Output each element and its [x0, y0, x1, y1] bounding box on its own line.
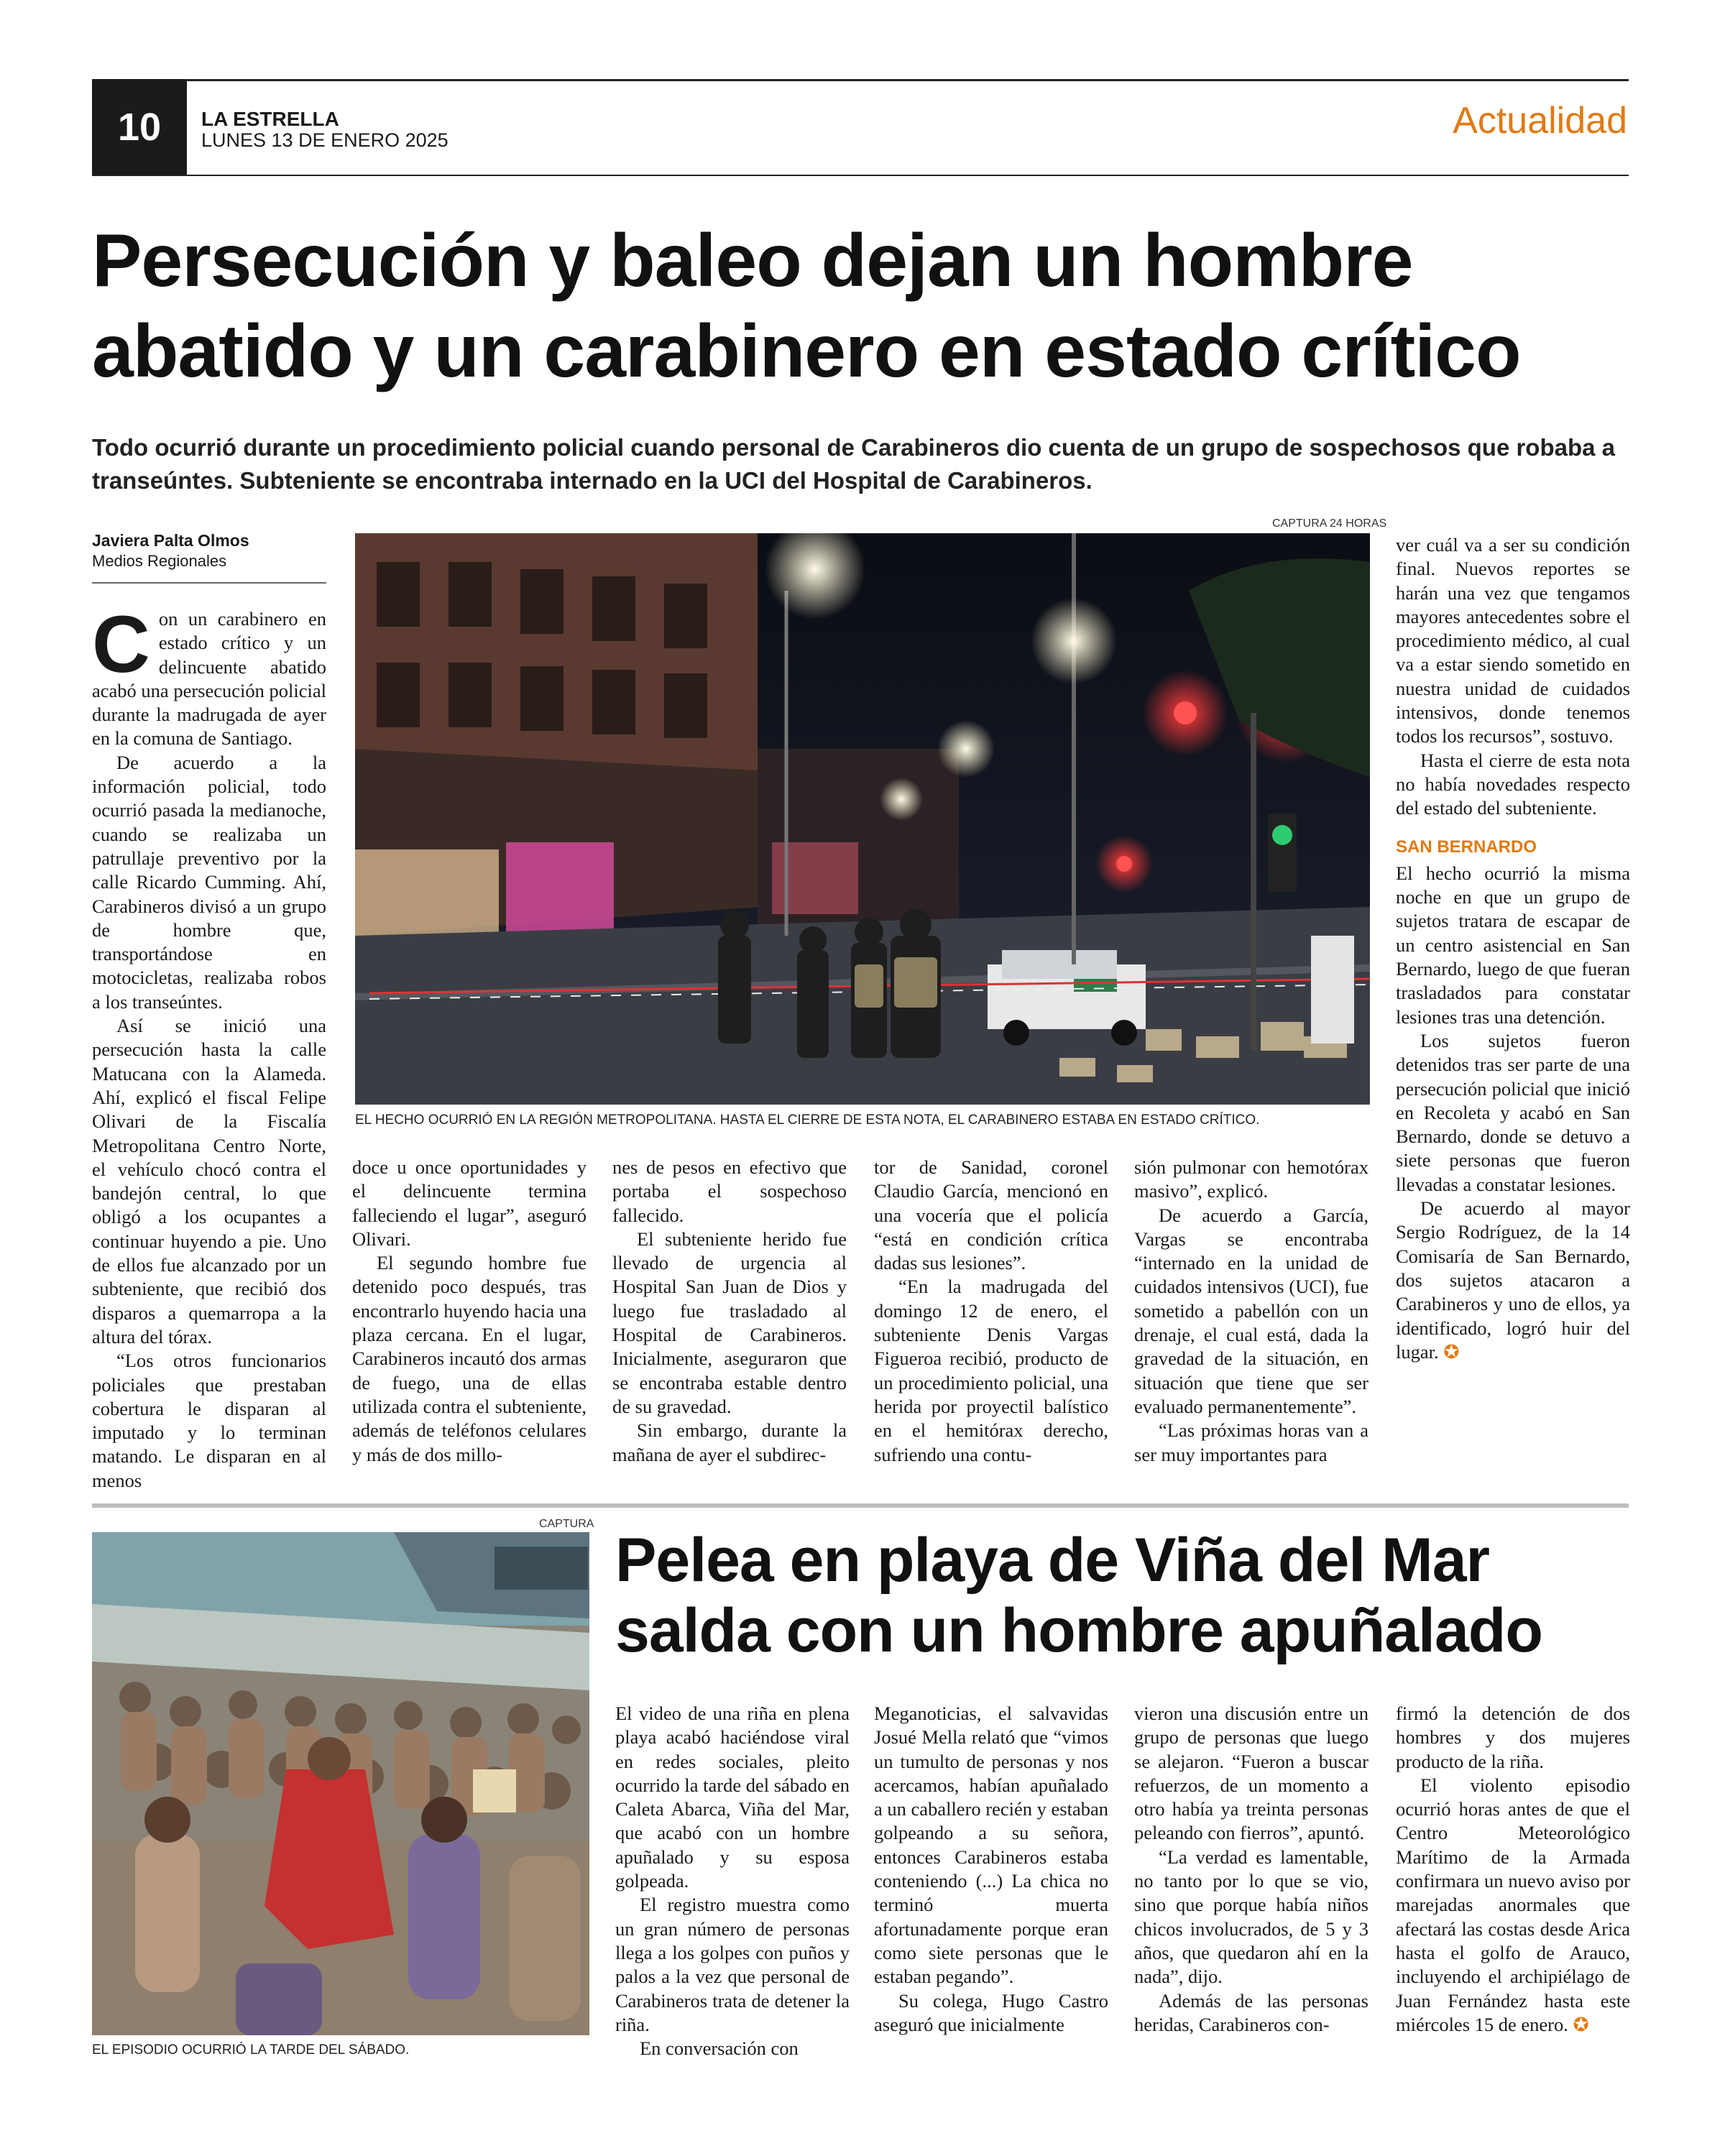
paragraph: sión pulmonar con hemotórax masivo”, explicó.: [1134, 1156, 1368, 1202]
article2-column-2: [874, 1702, 1108, 2037]
drop-cap: C: [92, 599, 150, 689]
subheading: SAN BERNARDO: [1396, 837, 1537, 857]
page-number: 10: [92, 79, 187, 175]
author-outlet: Medios Regionales: [92, 552, 227, 570]
byline-rule: [92, 582, 326, 584]
photo-credit: CAPTURA 24 HORAS: [1272, 517, 1387, 530]
paragraph: De acuerdo a García, Vargas se encontraba “internado en la unidad de cuidados intensivos (UCI), fue sometido a pabellón con un drenaje, el cual está, dada la gravedad de la situación, en situación que tiene que ser evaluado permanentemente”.: [1134, 1204, 1368, 1417]
paragraph: nes de pesos en efectivo que portaba el sospechoso fallecido.: [612, 1156, 847, 1226]
article1-column-5: [1134, 1156, 1368, 1467]
beach-photo: [92, 1532, 589, 2035]
paragraph: Su colega, Hugo Castro aseguró que inicialmente: [874, 1989, 1108, 2035]
section-divider: [92, 1503, 1629, 1508]
byline: [92, 530, 249, 571]
paragraph: El violento episodio ocurrió horas antes de que el Centro Meteorológico Marítimo de la Armada confirmara un nuevo aviso por marejadas anormales que afectará las costas desde Arica hasta el golfo de Arauco, incluyendo el archipiélago de Juan Fernández hasta este miércoles 15 de enero.: [1396, 1774, 1630, 2035]
article1-column-4: [874, 1156, 1108, 1467]
photo-caption: EL HECHO OCURRIÓ EN LA REGIÓN METROPOLITANA. HASTA EL CIERRE DE ESTA NOTA, EL CARABINERO ESTABA EN ESTADO CRÍTICO.: [355, 1112, 1260, 1128]
paragraph: El video de una riña en plena playa acabó haciéndose viral en redes sociales, pleito ocurrido la tarde del sábado en Caleta Abarca, Viña del Mar, que acabó con un hombre apuñalado y su esposa golpeada.: [615, 1703, 850, 1892]
paragraph: De acuerdo a la información policial, todo ocurrió pasada la medianoche, cuando se realizaba un patrullaje preventivo por la calle Ricardo Cumming. Ahí, Carabineros divisó a un grupo de hombre que, transportándose en motocicletas, realizaba robos a los transeúntes.: [92, 751, 326, 1013]
article1-column-6: [1396, 533, 1630, 1364]
paragraph: “La verdad es lamentable, no tanto por lo que se vio, sino que porque había niños chicos involucrados, de 5 y 3 años, que quedaron ahí en la nada”, dijo.: [1134, 1846, 1368, 1988]
headline-2: Pelea en playa de Viña del Mar salda con un hombre apuñalado: [615, 1526, 1542, 1665]
top-rule: [92, 79, 1629, 81]
headline: Persecución y baleo dejan un hombre abatido y un carabinero en estado crítico: [92, 219, 1521, 393]
photo-caption-2: EL EPISODIO OCURRIÓ LA TARDE DEL SÁBADO.: [92, 2042, 410, 2058]
article2-column-3: [1134, 1702, 1368, 2037]
paragraph: Hasta el cierre de esta nota no había novedades respecto del estado del subteniente.: [1396, 749, 1630, 819]
lead-paragraph: Todo ocurrió durante un procedimiento policial cuando personal de Carabineros dio cuenta de un grupo de sospechosos que robaba a transeúntes. Subteniente se encontraba internado en la UCI del Hospital de Carabineros.: [92, 434, 1616, 494]
paragraph: El segundo hombre fue detenido poco después, tras encontrarlo huyendo hacia una plaza cercana. En el lugar, Carabineros incautó dos armas de fuego, una de ellas utilizada contra el subteniente, además de teléfonos celulares y más de dos millo-: [352, 1252, 586, 1465]
paragraph: Los sujetos fueron detenidos tras ser parte de una persecución policial que inició en Recoleta y acabó en San Bernardo, donde se detuvo a siete personas que fueron llevadas a constatar lesiones.: [1396, 1029, 1630, 1195]
paragraph: firmó la detención de dos hombres y dos mujeres producto de la riña.: [1396, 1703, 1630, 1772]
paragraph: “Las próximas horas van a ser muy importantes para: [1134, 1419, 1368, 1465]
article2-column-1: [615, 1702, 850, 2060]
article1-column-1: [92, 599, 326, 1493]
paragraph: El hecho ocurrió la misma noche en que un grupo de sujetos tratara de escapar de un centro asistencial en San Bernardo, luego de que fueran trasladados para constatar lesiones tras una detención.: [1396, 862, 1630, 1028]
article2-column-4: [1396, 1702, 1630, 2037]
end-mark-icon: ✪: [1573, 2013, 1589, 2035]
article1-column-3: [612, 1156, 847, 1467]
street-scene-illustration: [355, 533, 1370, 1105]
author-name: Javiera Palta Olmos: [92, 531, 249, 550]
paragraph: El registro muestra como un gran número de personas llega a los golpes con puños y palos a la vez que personal de Carabineros trata de detener la riña.: [615, 1894, 850, 2035]
night-street-photo: [355, 533, 1370, 1105]
article1-column-2: [352, 1156, 586, 1467]
paragraph: tor de Sanidad, coronel Claudio García, mencionó en una vocería que el policía “está en condición crítica dadas sus lesiones”.: [874, 1156, 1108, 1274]
paragraph: Además de las personas heridas, Carabineros con-: [1134, 1989, 1368, 2035]
paragraph: “En la madrugada del domingo 12 de enero, el subteniente Denis Vargas Figueroa recibió, producto de un procedimiento policial, una herida por proyectil balístico en el hemitórax derecho, sufriendo una contu-: [874, 1276, 1108, 1465]
paragraph: “Los otros funcionarios policiales que prestaban cobertura le disparan al imputado y lo terminan matando. Le disparan en al menos: [92, 1350, 326, 1491]
end-mark-icon: ✪: [1443, 1340, 1460, 1363]
paragraph: De acuerdo al mayor Sergio Rodríguez, de la 14 Comisaría de San Bernardo, dos sujetos atacaron a Carabineros y uno de ellos, ya identificado, logró huir del lugar.: [1396, 1197, 1630, 1363]
beach-scene-illustration: [92, 1532, 589, 2035]
section-label: Actualidad: [1453, 100, 1627, 142]
paragraph: Meganoticias, el salvavidas Josué Mella relató que “vimos un tumulto de personas y nos acercamos, habían apuñalado a un caballero recién y estaban golpeando a su señora, entonces Carabineros estaba conteniendo (...) La chica no terminó muerta afortunadamente porque eran como siete personas que le estaban pegando”.: [874, 1703, 1108, 1988]
paragraph: vieron una discusión entre un grupo de personas que luego se alejaron. “Fueron a buscar refuerzos, de un momento a otro había ya treinta personas peleando con fierros”, apuntó.: [1134, 1703, 1368, 1844]
paper-name: LA ESTRELLA: [201, 108, 339, 130]
photo-credit-2: CAPTURA: [539, 1518, 594, 1530]
paragraph: El subteniente herido fue llevado de urgencia al Hospital San Juan de Dios y luego fue trasladado al Hospital de Carabineros. Inicialmente, aseguraron que se encontraba estable dentro de su gravedad.: [612, 1227, 847, 1417]
paragraph: Sin embargo, durante la mañana de ayer el subdirec-: [612, 1419, 847, 1465]
header-rule: [92, 175, 1629, 176]
paragraph: on un carabinero en estado crítico y un delincuente abatido acabó una persecución policial durante la madrugada de ayer en la comuna de Santiago.: [92, 608, 326, 750]
paragraph: Así se inició una persecución hasta la calle Matucana con la Alameda. Ahí, explicó el fiscal Felipe Olivari de la Fiscalía Metropolitana Centro Norte, el vehículo chocó contra el bandejón central, lo que obligó a los ocupantes a continuar huyendo a pie. Uno de ellos fue alcanzado por un subteniente, que recibió dos disparos a quemarropa a la altura del tórax.: [92, 1015, 326, 1348]
paragraph: ver cuál va a ser su condición final. Nuevos reportes se harán una vez que tengamos mayores antecedentes sobre el procedimiento médico, al cual va a estar siendo sometido en nuestra unidad de cuidados intensivos, donde tenemos todos los recursos”, sostuvo.: [1396, 534, 1630, 747]
paragraph: doce u once oportunidades y el delincuente termina falleciendo el lugar”, aseguró Olivari.: [352, 1156, 586, 1250]
issue-date: LUNES 13 DE ENERO 2025: [201, 129, 448, 151]
paragraph: En conversación con: [640, 2037, 799, 2060]
